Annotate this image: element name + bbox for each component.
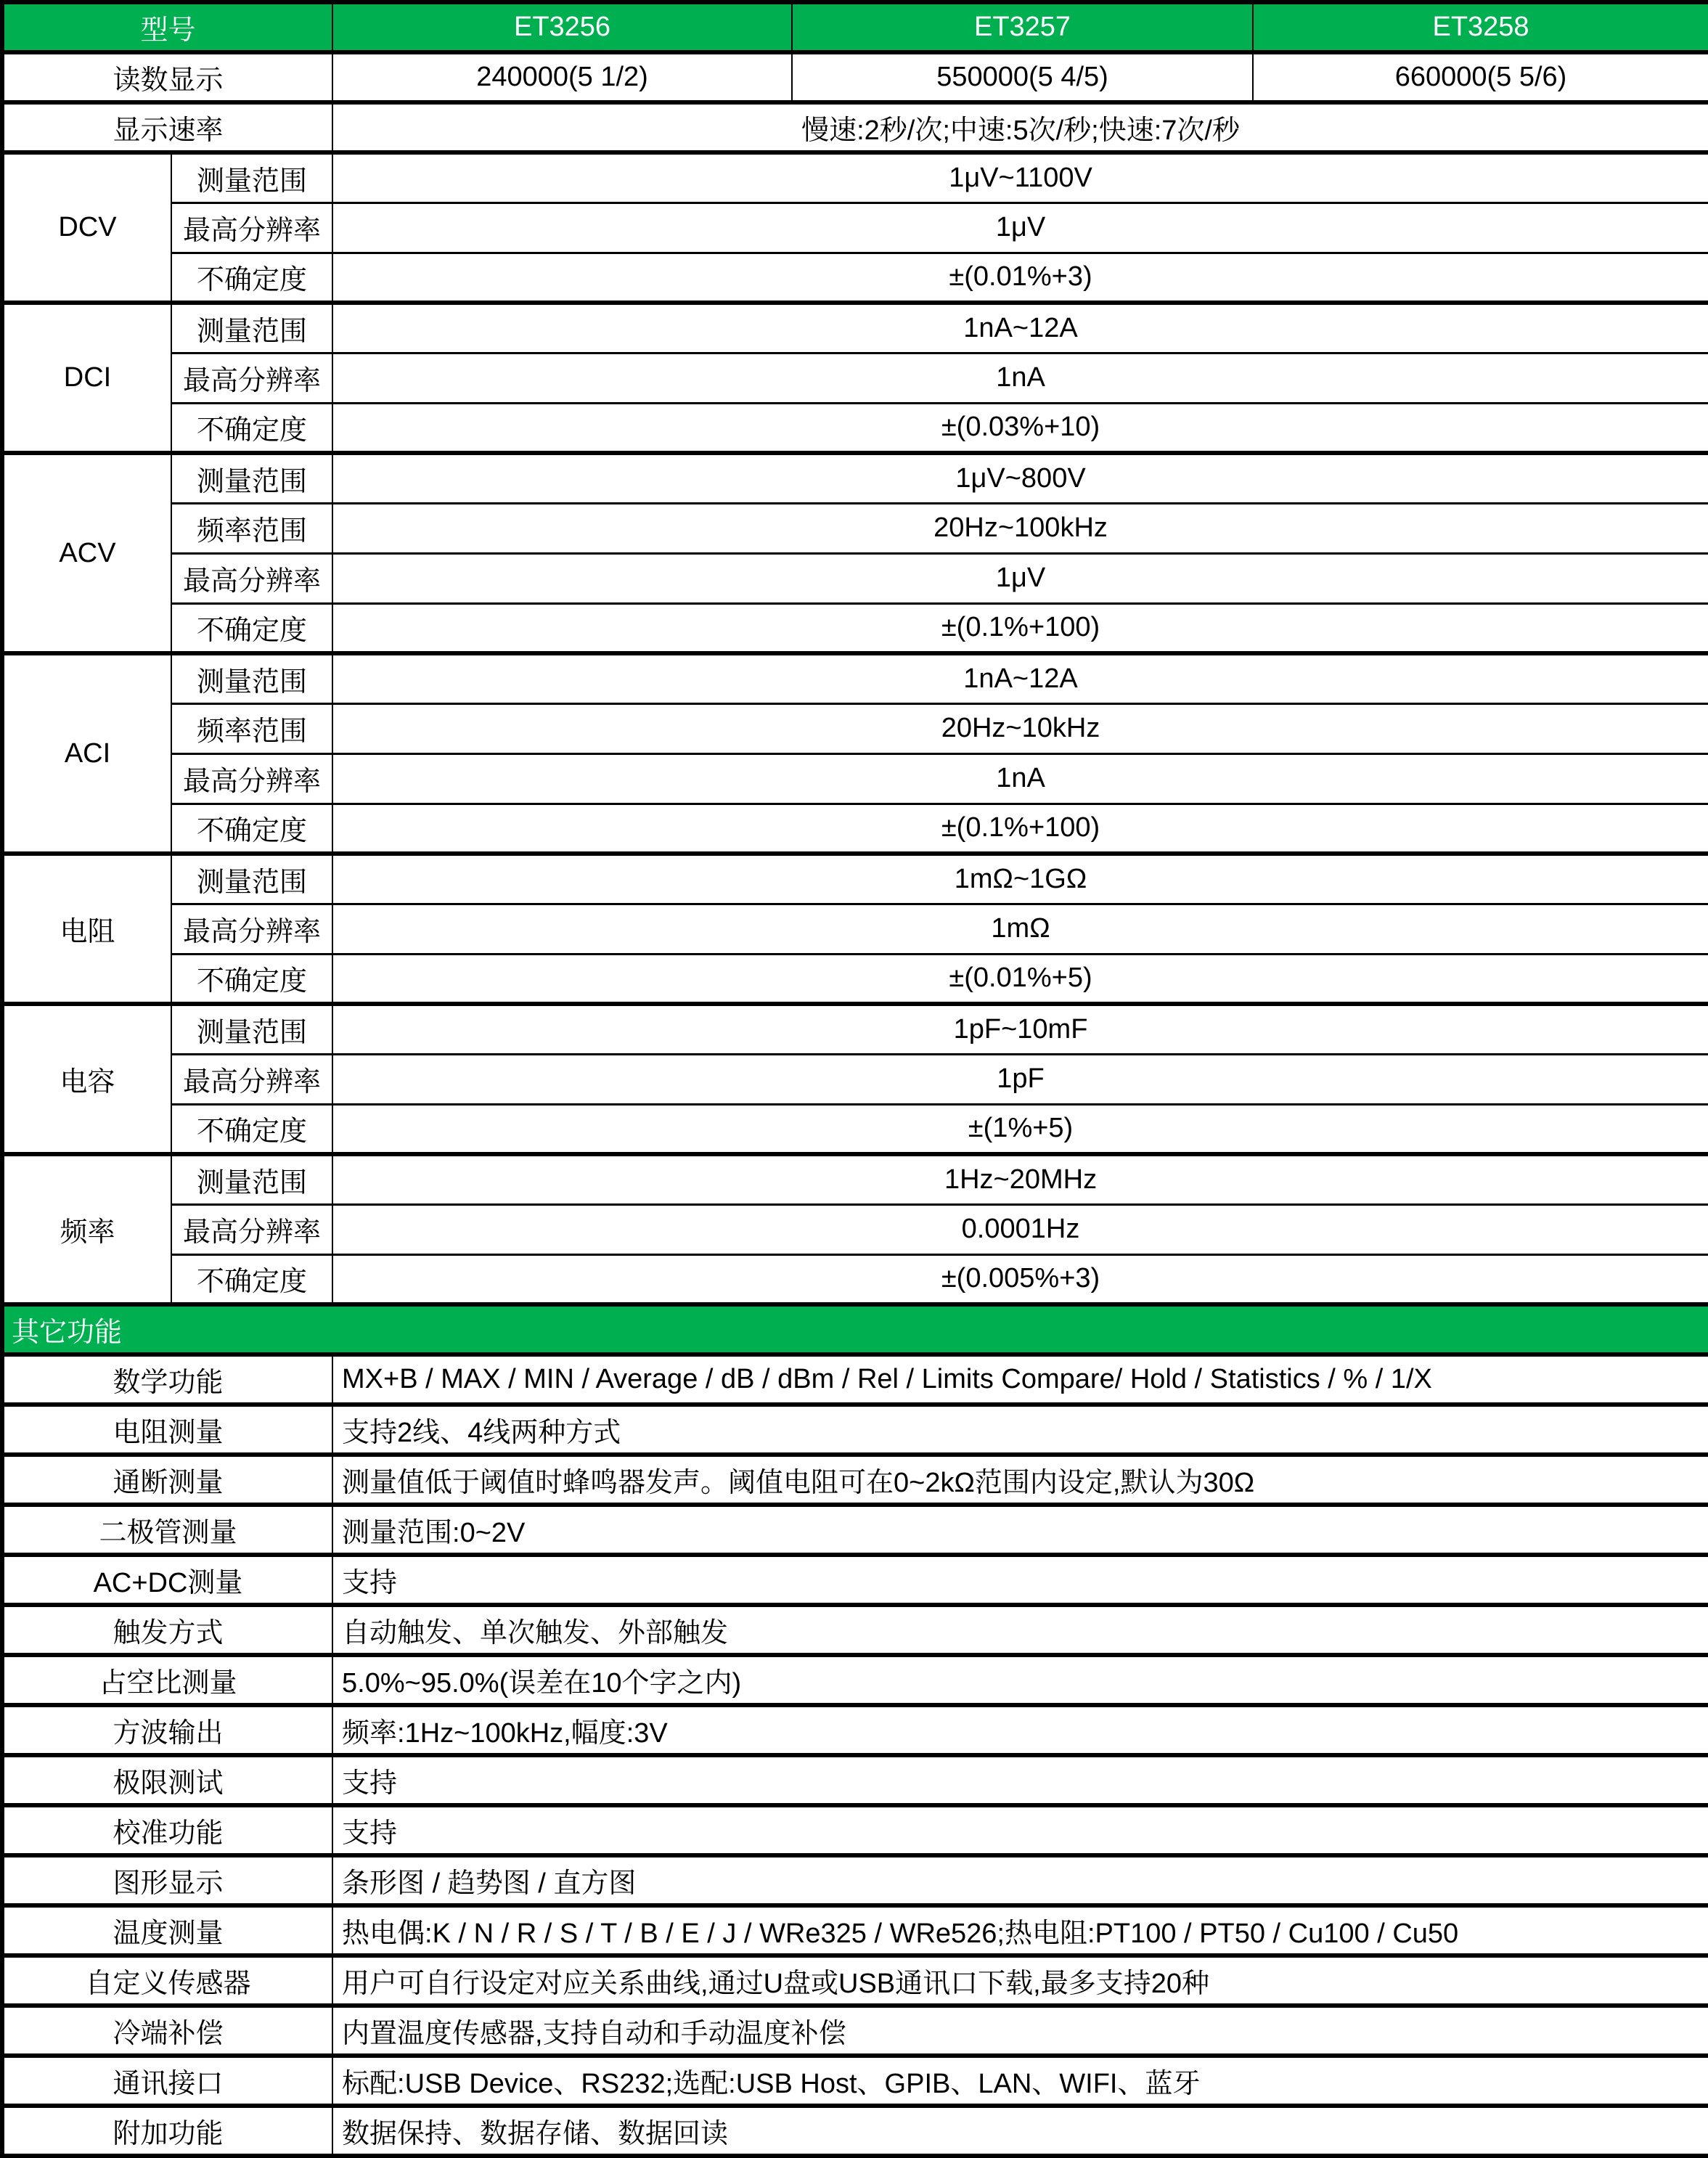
spec-row-value: 1pF~10mF [332,1004,1708,1054]
feature-value: 热电偶:K / N / R / S / T / B / E / J / WRe325 / WRe526;热电阻:PT100 / PT50 / Cu100 / Cu50 [332,1905,1708,1955]
spec-row-label: 最高分辨率 [171,553,332,603]
feature-label: 通讯接口 [2,2056,332,2106]
feature-label: 数学功能 [2,1354,332,1405]
spec-row-label: 测量范围 [171,653,332,703]
feature-value: 支持 [332,1805,1708,1855]
feature-row [2,1955,1708,2006]
feature-row [2,1905,1708,1955]
spec-row-label: 频率范围 [171,703,332,753]
feature-label: 附加功能 [2,2106,332,2156]
reading-display-label: 读数显示 [2,52,332,102]
spec-row [2,453,1708,503]
spec-row [2,603,1708,653]
feature-label: 极限测试 [2,1755,332,1805]
feature-row [2,2056,1708,2106]
display-rate-row [2,102,1708,152]
spec-row [2,753,1708,804]
feature-label: 图形显示 [2,1855,332,1905]
spec-row-label: 不确定度 [171,954,332,1004]
spec-row-value: 1μV~800V [332,453,1708,503]
feature-value: 频率:1Hz~100kHz,幅度:3V [332,1705,1708,1755]
reading-display-row [2,52,1708,102]
feature-label: 冷端补偿 [2,2006,332,2056]
feature-row [2,2006,1708,2056]
spec-row-label: 测量范围 [171,1154,332,1204]
feature-row [2,1455,1708,1505]
feature-label: 电阻测量 [2,1405,332,1455]
spec-row [2,553,1708,603]
spec-row [2,1154,1708,1204]
spec-row-label: 频率范围 [171,503,332,553]
spec-row-value: 1μV [332,203,1708,253]
spec-row-value: 1μV [332,553,1708,603]
feature-value: 5.0%~95.0%(误差在10个字之内) [332,1655,1708,1705]
spec-row [2,804,1708,854]
spec-group-label: 电容 [2,1004,171,1154]
reading-display-value-et3258: 660000(5 5/6) [1253,52,1708,102]
spec-row-value: ±(0.03%+10) [332,403,1708,453]
spec-row-value: ±(0.005%+3) [332,1254,1708,1304]
feature-row [2,2106,1708,2156]
feature-value: MX+B / MAX / MIN / Average / dB / dBm / Rel / Limits Compare/ Hold / Statistics / % / 1/X [332,1354,1708,1405]
spec-row-label: 不确定度 [171,804,332,854]
feature-value: 标配:USB Device、RS232;选配:USB Host、GPIB、LAN、WIFI、蓝牙 [332,2056,1708,2106]
spec-row-label: 最高分辨率 [171,1054,332,1104]
spec-group-label: ACI [2,653,171,854]
feature-row [2,1555,1708,1605]
spec-row [2,1054,1708,1104]
spec-row-value: 1nA~12A [332,303,1708,353]
spec-row-value: 1μV~1100V [332,152,1708,203]
feature-row [2,1805,1708,1855]
feature-value: 测量值低于阈值时蜂鸣器发声。阈值电阻可在0~2kΩ范围内设定,默认为30Ω [332,1455,1708,1505]
spec-row-label: 不确定度 [171,1104,332,1154]
spec-row [2,152,1708,203]
spec-row-label: 最高分辨率 [171,904,332,954]
reading-display-value-et3256: 240000(5 1/2) [332,52,792,102]
spec-row-value: ±(1%+5) [332,1104,1708,1154]
spec-row-label: 不确定度 [171,403,332,453]
spec-row-label: 最高分辨率 [171,1204,332,1254]
spec-row [2,954,1708,1004]
feature-label: 方波输出 [2,1705,332,1755]
spec-group-label: ACV [2,453,171,653]
feature-label: 校准功能 [2,1805,332,1855]
feature-row [2,1354,1708,1405]
display-rate-label: 显示速率 [2,102,332,152]
feature-value: 支持2线、4线两种方式 [332,1405,1708,1455]
spec-row-value: 1Hz~20MHz [332,1154,1708,1204]
feature-label: 占空比测量 [2,1655,332,1705]
feature-value: 用户可自行设定对应关系曲线,通过U盘或USB通讯口下载,最多支持20种 [332,1955,1708,2006]
spec-row-value: 1mΩ~1GΩ [332,854,1708,904]
spec-row-label: 最高分辨率 [171,353,332,403]
spec-row-label: 最高分辨率 [171,203,332,253]
feature-value: 支持 [332,1755,1708,1805]
spec-row [2,403,1708,453]
feature-row [2,1755,1708,1805]
spec-row [2,303,1708,353]
spec-row-label: 测量范围 [171,854,332,904]
spec-group-label: DCI [2,303,171,453]
feature-label: 二极管测量 [2,1505,332,1555]
feature-row [2,1605,1708,1655]
other-functions-banner-row [2,1304,1708,1354]
feature-value: 条形图 / 趋势图 / 直方图 [332,1855,1708,1905]
spec-row [2,854,1708,904]
other-functions-banner: 其它功能 [2,1304,1708,1354]
feature-label: 触发方式 [2,1605,332,1655]
feature-row [2,1855,1708,1905]
spec-row [2,253,1708,303]
spec-row [2,1254,1708,1304]
model-name-et3258: ET3258 [1253,2,1708,52]
spec-row-label: 最高分辨率 [171,753,332,804]
spec-row-label: 不确定度 [171,603,332,653]
spec-row-label: 测量范围 [171,303,332,353]
feature-row [2,1505,1708,1555]
feature-value: 数据保持、数据存储、数据回读 [332,2106,1708,2156]
model-name-et3257: ET3257 [792,2,1253,52]
reading-display-value-et3257: 550000(5 4/5) [792,52,1253,102]
spec-group-label: 电阻 [2,854,171,1004]
spec-row-value: 1nA [332,353,1708,403]
spec-row-label: 不确定度 [171,253,332,303]
spec-row [2,353,1708,403]
model-name-et3256: ET3256 [332,2,792,52]
feature-value: 自动触发、单次触发、外部触发 [332,1605,1708,1655]
spec-row-value: ±(0.1%+100) [332,603,1708,653]
feature-row [2,1655,1708,1705]
spec-row-value: 1nA~12A [332,653,1708,703]
spec-row [2,203,1708,253]
feature-value: 支持 [332,1555,1708,1605]
spec-row-value: 20Hz~100kHz [332,503,1708,553]
spec-row-value: 1pF [332,1054,1708,1104]
model-header-label: 型号 [2,2,332,52]
spec-row-value: ±(0.1%+100) [332,804,1708,854]
spec-row-value: 1mΩ [332,904,1708,954]
feature-value: 测量范围:0~2V [332,1505,1708,1555]
model-header-row [2,2,1708,52]
spec-row-value: ±(0.01%+5) [332,954,1708,1004]
feature-label: 通断测量 [2,1455,332,1505]
spec-row-label: 测量范围 [171,1004,332,1054]
spec-row-value: 0.0001Hz [332,1204,1708,1254]
spec-row-label: 测量范围 [171,152,332,203]
feature-label: 温度测量 [2,1905,332,1955]
feature-label: 自定义传感器 [2,1955,332,2006]
feature-value: 内置温度传感器,支持自动和手动温度补偿 [332,2006,1708,2056]
spec-row-label: 测量范围 [171,453,332,503]
spec-row [2,703,1708,753]
spec-group-label: 频率 [2,1154,171,1304]
spec-row [2,1104,1708,1154]
spec-row [2,503,1708,553]
spec-row-value: ±(0.01%+3) [332,253,1708,303]
spec-row [2,904,1708,954]
spec-row-value: 20Hz~10kHz [332,703,1708,753]
display-rate-value: 慢速:2秒/次;中速:5次/秒;快速:7次/秒 [332,102,1708,152]
feature-row [2,1405,1708,1455]
spec-group-label: DCV [2,152,171,303]
spec-row [2,653,1708,703]
feature-label: AC+DC测量 [2,1555,332,1605]
spec-row-label: 不确定度 [171,1254,332,1304]
feature-row [2,1705,1708,1755]
spec-row-value: 1nA [332,753,1708,804]
spec-row [2,1004,1708,1054]
spec-row [2,1204,1708,1254]
